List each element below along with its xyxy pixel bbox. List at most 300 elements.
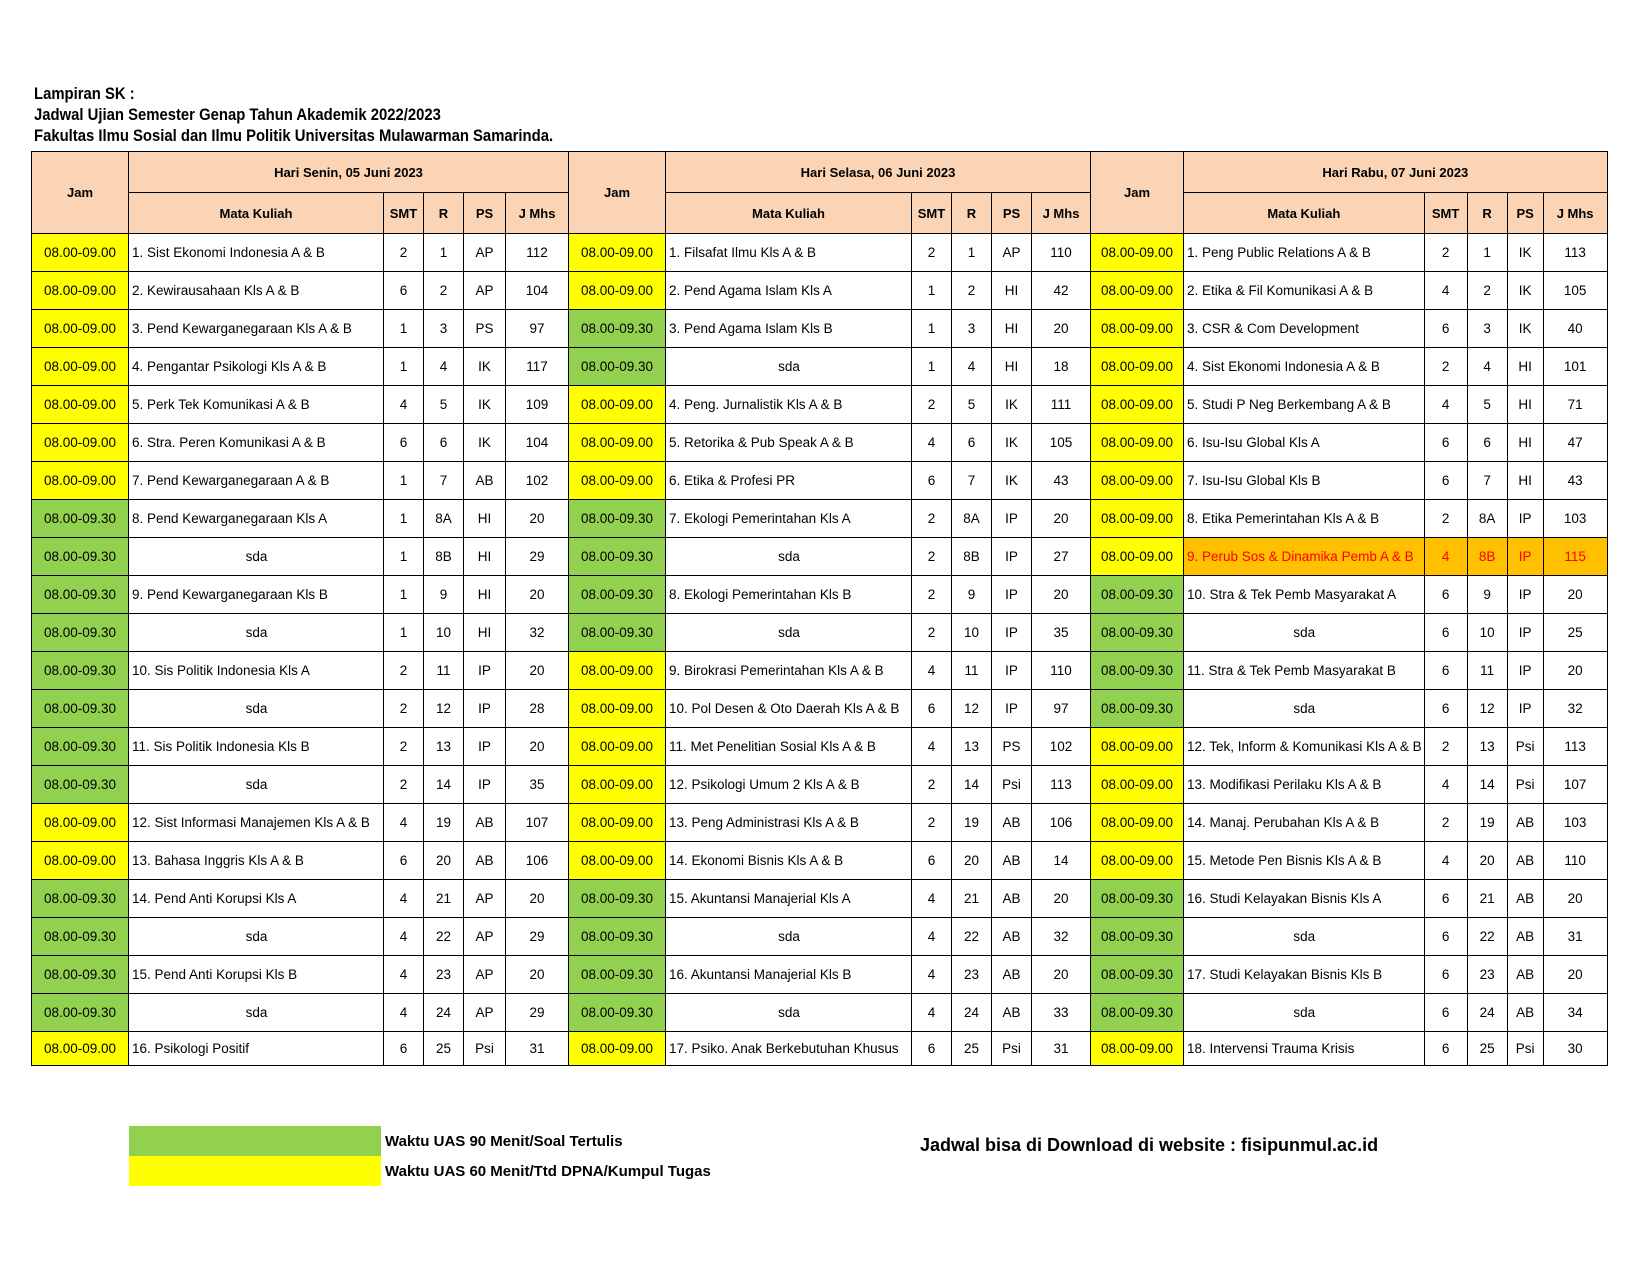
mata-kuliah-cell: sda <box>666 538 912 576</box>
column-header-row <box>32 193 1608 234</box>
smt-cell: 4 <box>384 386 424 424</box>
smt-cell: 6 <box>384 1032 424 1066</box>
mata-kuliah-cell: 9. Pend Kewarganegaraan Kls B <box>129 576 384 614</box>
jmhs-cell: 42 <box>1032 272 1091 310</box>
r-cell: 2 <box>952 272 992 310</box>
ps-cell: IP <box>992 538 1032 576</box>
mata-kuliah-cell: sda <box>666 614 912 652</box>
mata-kuliah-cell: 3. Pend Agama Islam Kls B <box>666 310 912 348</box>
jam-cell: 08.00-09.00 <box>569 652 666 690</box>
ps-cell: Psi <box>1507 1032 1543 1066</box>
mata-kuliah-cell: 13. Modifikasi Perilaku Kls A & B <box>1184 766 1425 804</box>
header-line-1: Lampiran SK : <box>34 85 135 103</box>
ps-cell: AB <box>992 842 1032 880</box>
ps-cell: AB <box>992 804 1032 842</box>
smt-cell: 1 <box>912 310 952 348</box>
jam-cell: 08.00-09.00 <box>1091 766 1184 804</box>
mata-kuliah-cell: 16. Akuntansi Manajerial Kls B <box>666 956 912 994</box>
mata-kuliah-cell: 10. Sis Politik Indonesia Kls A <box>129 652 384 690</box>
r-cell: 20 <box>952 842 992 880</box>
jam-cell: 08.00-09.00 <box>569 842 666 880</box>
ps-header: PS <box>992 193 1032 234</box>
ps-cell: IP <box>464 728 506 766</box>
ps-cell: HI <box>464 500 506 538</box>
mata-kuliah-cell: 4. Peng. Jurnalistik Kls A & B <box>666 386 912 424</box>
table-row <box>32 652 1608 690</box>
r-cell: 8B <box>424 538 464 576</box>
smt-cell: 2 <box>912 386 952 424</box>
smt-cell: 6 <box>384 842 424 880</box>
ps-cell: IK <box>1507 272 1543 310</box>
jmhs-header: J Mhs <box>506 193 569 234</box>
ps-cell: IP <box>1507 500 1543 538</box>
mata-kuliah-cell: 15. Metode Pen Bisnis Kls A & B <box>1184 842 1425 880</box>
r-cell: 8A <box>952 500 992 538</box>
ps-cell: IK <box>1507 234 1543 272</box>
mata-kuliah-cell: 8. Etika Pemerintahan Kls A & B <box>1184 500 1425 538</box>
r-cell: 8A <box>1467 500 1507 538</box>
smt-cell: 6 <box>912 1032 952 1066</box>
jam-cell: 08.00-09.00 <box>1091 310 1184 348</box>
ps-cell: IP <box>1507 652 1543 690</box>
smt-cell: 6 <box>1424 310 1467 348</box>
jam-cell: 08.00-09.30 <box>1091 690 1184 728</box>
smt-cell: 2 <box>912 576 952 614</box>
ps-cell: Psi <box>992 1032 1032 1066</box>
ps-cell: HI <box>464 576 506 614</box>
jam-cell: 08.00-09.00 <box>569 1032 666 1066</box>
jmhs-cell: 18 <box>1032 348 1091 386</box>
jmhs-cell: 110 <box>1543 842 1607 880</box>
r-cell: 7 <box>1467 462 1507 500</box>
legend-label-yellow: Waktu UAS 60 Menit/Ttd DPNA/Kumpul Tugas <box>385 1162 711 1180</box>
jam-cell: 08.00-09.00 <box>32 462 129 500</box>
ps-cell: AP <box>992 234 1032 272</box>
download-note: Jadwal bisa di Download di website : fisipunmul.ac.id <box>920 1135 1379 1155</box>
smt-cell: 6 <box>912 462 952 500</box>
schedule-body <box>32 234 1608 1066</box>
r-cell: 3 <box>952 310 992 348</box>
ps-cell: AB <box>1507 842 1543 880</box>
smt-cell: 1 <box>384 462 424 500</box>
smt-cell: 4 <box>912 652 952 690</box>
jmhs-cell: 29 <box>506 994 569 1032</box>
ps-cell: AP <box>464 994 506 1032</box>
smt-cell: 1 <box>384 538 424 576</box>
ps-cell: IP <box>992 652 1032 690</box>
jmhs-cell: 20 <box>1543 652 1607 690</box>
legend <box>129 1126 711 1186</box>
mata-kuliah-cell: sda <box>666 994 912 1032</box>
smt-cell: 2 <box>384 728 424 766</box>
ps-cell: IK <box>464 424 506 462</box>
mata-kuliah-cell: 12. Psikologi Umum 2 Kls A & B <box>666 766 912 804</box>
jam-cell: 08.00-09.30 <box>569 348 666 386</box>
r-cell: 11 <box>952 652 992 690</box>
mata-kuliah-cell: 14. Ekonomi Bisnis Kls A & B <box>666 842 912 880</box>
ps-cell: PS <box>992 728 1032 766</box>
r-cell: 21 <box>1467 880 1507 918</box>
r-cell: 22 <box>424 918 464 956</box>
jam-cell: 08.00-09.00 <box>1091 386 1184 424</box>
mata-kuliah-cell: 18. Intervensi Trauma Krisis <box>1184 1032 1425 1066</box>
jam-cell: 08.00-09.00 <box>1091 424 1184 462</box>
smt-cell: 4 <box>912 728 952 766</box>
ps-cell: HI <box>992 348 1032 386</box>
jmhs-cell: 103 <box>1543 500 1607 538</box>
ps-cell: AB <box>992 880 1032 918</box>
mata-kuliah-cell: 3. Pend Kewarganegaraan Kls A & B <box>129 310 384 348</box>
r-cell: 21 <box>952 880 992 918</box>
ps-cell: IP <box>464 766 506 804</box>
jmhs-cell: 113 <box>1032 766 1091 804</box>
mata-kuliah-cell: 9. Birokrasi Pemerintahan Kls A & B <box>666 652 912 690</box>
jam-cell: 08.00-09.30 <box>32 500 129 538</box>
r-cell: 7 <box>952 462 992 500</box>
jmhs-cell: 28 <box>506 690 569 728</box>
r-cell: 21 <box>424 880 464 918</box>
r-cell: 23 <box>424 956 464 994</box>
jam-cell: 08.00-09.30 <box>569 918 666 956</box>
smt-cell: 2 <box>384 766 424 804</box>
jam-cell: 08.00-09.00 <box>1091 234 1184 272</box>
jam-cell: 08.00-09.00 <box>569 690 666 728</box>
r-cell: 12 <box>424 690 464 728</box>
ps-cell: AB <box>992 918 1032 956</box>
jmhs-cell: 31 <box>1543 918 1607 956</box>
smt-cell: 2 <box>912 538 952 576</box>
r-cell: 14 <box>424 766 464 804</box>
jmhs-cell: 20 <box>1032 310 1091 348</box>
jam-cell: 08.00-09.30 <box>1091 880 1184 918</box>
r-cell: 13 <box>424 728 464 766</box>
smt-cell: 1 <box>384 500 424 538</box>
ps-cell: IP <box>1507 614 1543 652</box>
ps-cell: IP <box>992 576 1032 614</box>
jam-cell: 08.00-09.30 <box>1091 576 1184 614</box>
day-header-row <box>32 152 1608 193</box>
table-row <box>32 424 1608 462</box>
smt-cell: 4 <box>384 956 424 994</box>
ps-cell: AB <box>1507 994 1543 1032</box>
ps-cell: AP <box>464 956 506 994</box>
smt-cell: 6 <box>1424 956 1467 994</box>
mata-kuliah-cell: 3. CSR & Com Development <box>1184 310 1425 348</box>
jam-cell: 08.00-09.00 <box>1091 842 1184 880</box>
jmhs-cell: 29 <box>506 918 569 956</box>
ps-cell: IP <box>992 500 1032 538</box>
mata-kuliah-cell: sda <box>1184 994 1425 1032</box>
jmhs-cell: 43 <box>1543 462 1607 500</box>
jmhs-cell: 14 <box>1032 842 1091 880</box>
ps-cell: IP <box>464 652 506 690</box>
smt-cell: 6 <box>384 424 424 462</box>
r-cell: 10 <box>424 614 464 652</box>
jmhs-cell: 104 <box>506 272 569 310</box>
jam-cell: 08.00-09.00 <box>32 272 129 310</box>
ps-cell: IK <box>464 386 506 424</box>
jmhs-cell: 34 <box>1543 994 1607 1032</box>
jmhs-cell: 47 <box>1543 424 1607 462</box>
r-cell: 14 <box>1467 766 1507 804</box>
legend-swatch-yellow <box>129 1156 381 1186</box>
jmhs-header: J Mhs <box>1032 193 1091 234</box>
ps-cell: IK <box>992 386 1032 424</box>
jam-cell: 08.00-09.30 <box>569 880 666 918</box>
ps-cell: IK <box>992 424 1032 462</box>
r-cell: 11 <box>424 652 464 690</box>
smt-cell: 4 <box>1424 386 1467 424</box>
jam-cell: 08.00-09.00 <box>569 804 666 842</box>
r-cell: 4 <box>1467 348 1507 386</box>
jam-cell: 08.00-09.00 <box>32 310 129 348</box>
r-cell: 10 <box>1467 614 1507 652</box>
smt-cell: 6 <box>1424 462 1467 500</box>
smt-cell: 6 <box>1424 880 1467 918</box>
r-cell: 3 <box>424 310 464 348</box>
jmhs-cell: 32 <box>506 614 569 652</box>
table-row <box>32 728 1608 766</box>
jmhs-cell: 25 <box>1543 614 1607 652</box>
r-cell: 8B <box>952 538 992 576</box>
jam-cell: 08.00-09.30 <box>569 538 666 576</box>
table-row <box>32 1032 1608 1066</box>
jam-cell: 08.00-09.30 <box>32 652 129 690</box>
table-row <box>32 994 1608 1032</box>
r-cell: 6 <box>424 424 464 462</box>
r-cell: 8A <box>424 500 464 538</box>
jmhs-cell: 33 <box>1032 994 1091 1032</box>
jam-cell: 08.00-09.00 <box>1091 272 1184 310</box>
jmhs-cell: 117 <box>506 348 569 386</box>
smt-cell: 4 <box>384 804 424 842</box>
jam-header: Jam <box>32 152 129 234</box>
table-row <box>32 272 1608 310</box>
r-cell: 25 <box>952 1032 992 1066</box>
legend-label-green: Waktu UAS 90 Menit/Soal Tertulis <box>385 1132 623 1150</box>
smt-cell: 6 <box>1424 614 1467 652</box>
ps-cell: AB <box>464 462 506 500</box>
table-row <box>32 386 1608 424</box>
r-cell: 6 <box>1467 424 1507 462</box>
r-cell: 13 <box>952 728 992 766</box>
jmhs-cell: 103 <box>1543 804 1607 842</box>
ps-cell: IP <box>1507 576 1543 614</box>
jmhs-cell: 111 <box>1032 386 1091 424</box>
ps-cell: Psi <box>1507 728 1543 766</box>
ps-cell: IP <box>992 614 1032 652</box>
jam-cell: 08.00-09.00 <box>1091 462 1184 500</box>
mata-kuliah-cell: 11. Sis Politik Indonesia Kls B <box>129 728 384 766</box>
jmhs-cell: 97 <box>1032 690 1091 728</box>
r-cell: 23 <box>1467 956 1507 994</box>
table-row <box>32 690 1608 728</box>
table-row <box>32 918 1608 956</box>
r-cell: 23 <box>952 956 992 994</box>
r-cell: 1 <box>952 234 992 272</box>
smt-cell: 6 <box>1424 994 1467 1032</box>
jmhs-cell: 20 <box>1032 500 1091 538</box>
ps-cell: HI <box>464 614 506 652</box>
r-cell: 22 <box>1467 918 1507 956</box>
jmhs-cell: 20 <box>506 500 569 538</box>
ps-cell: AB <box>1507 956 1543 994</box>
jmhs-cell: 35 <box>506 766 569 804</box>
r-cell: 13 <box>1467 728 1507 766</box>
smt-cell: 1 <box>384 348 424 386</box>
ps-cell: HI <box>1507 424 1543 462</box>
ps-cell: AP <box>464 272 506 310</box>
mata-kuliah-cell: 15. Akuntansi Manajerial Kls A <box>666 880 912 918</box>
smt-cell: 6 <box>1424 690 1467 728</box>
mata-kuliah-cell: 6. Etika & Profesi PR <box>666 462 912 500</box>
mata-kuliah-cell: sda <box>129 994 384 1032</box>
smt-cell: 6 <box>1424 1032 1467 1066</box>
r-cell: 12 <box>1467 690 1507 728</box>
table-row <box>32 348 1608 386</box>
mata-kuliah-cell: sda <box>129 766 384 804</box>
jmhs-cell: 20 <box>506 956 569 994</box>
mata-kuliah-cell: 2. Kewirausahaan Kls A & B <box>129 272 384 310</box>
jmhs-cell: 109 <box>506 386 569 424</box>
r-cell: 24 <box>424 994 464 1032</box>
jam-cell: 08.00-09.30 <box>569 994 666 1032</box>
ps-cell: HI <box>464 538 506 576</box>
table-row <box>32 462 1608 500</box>
r-cell: 10 <box>952 614 992 652</box>
jam-cell: 08.00-09.30 <box>1091 918 1184 956</box>
jmhs-cell: 20 <box>506 728 569 766</box>
smt-cell: 4 <box>384 880 424 918</box>
r-cell: 1 <box>1467 234 1507 272</box>
r-cell: 9 <box>952 576 992 614</box>
jam-cell: 08.00-09.30 <box>1091 994 1184 1032</box>
jam-cell: 08.00-09.30 <box>569 956 666 994</box>
r-cell: 2 <box>424 272 464 310</box>
mata-kuliah-cell: 13. Peng Administrasi Kls A & B <box>666 804 912 842</box>
r-cell: 24 <box>952 994 992 1032</box>
ps-cell: AB <box>992 956 1032 994</box>
jam-cell: 08.00-09.30 <box>569 576 666 614</box>
smt-header: SMT <box>912 193 952 234</box>
jmhs-cell: 20 <box>1543 880 1607 918</box>
mata-kuliah-cell: 5. Retorika & Pub Speak A & B <box>666 424 912 462</box>
table-row <box>32 804 1608 842</box>
smt-cell: 4 <box>384 994 424 1032</box>
mata-kuliah-cell: sda <box>129 614 384 652</box>
smt-cell: 1 <box>384 576 424 614</box>
jmhs-cell: 30 <box>1543 1032 1607 1066</box>
jam-cell: 08.00-09.30 <box>32 576 129 614</box>
mata-kuliah-header: Mata Kuliah <box>129 193 384 234</box>
smt-cell: 4 <box>1424 272 1467 310</box>
r-cell: 19 <box>952 804 992 842</box>
jam-cell: 08.00-09.00 <box>32 234 129 272</box>
smt-cell: 2 <box>1424 804 1467 842</box>
r-cell: 8B <box>1467 538 1507 576</box>
jmhs-cell: 32 <box>1032 918 1091 956</box>
r-cell: 12 <box>952 690 992 728</box>
mata-kuliah-cell: sda <box>1184 690 1425 728</box>
mata-kuliah-cell: 10. Pol Desen & Oto Daerah Kls A & B <box>666 690 912 728</box>
table-row <box>32 310 1608 348</box>
mata-kuliah-cell: sda <box>129 538 384 576</box>
r-cell: 22 <box>952 918 992 956</box>
jmhs-cell: 110 <box>1032 652 1091 690</box>
jam-cell: 08.00-09.30 <box>32 766 129 804</box>
jam-cell: 08.00-09.00 <box>569 234 666 272</box>
jmhs-cell: 32 <box>1543 690 1607 728</box>
ps-cell: HI <box>1507 462 1543 500</box>
jam-cell: 08.00-09.30 <box>1091 614 1184 652</box>
smt-cell: 2 <box>912 500 952 538</box>
jmhs-cell: 20 <box>1032 576 1091 614</box>
r-header: R <box>1467 193 1507 234</box>
ps-cell: AB <box>464 842 506 880</box>
jmhs-cell: 20 <box>506 576 569 614</box>
jmhs-cell: 113 <box>1543 234 1607 272</box>
r-cell: 20 <box>424 842 464 880</box>
smt-cell: 6 <box>384 272 424 310</box>
mata-kuliah-cell: 10. Stra & Tek Pemb Masyarakat A <box>1184 576 1425 614</box>
jmhs-cell: 20 <box>1032 880 1091 918</box>
jam-cell: 08.00-09.00 <box>32 842 129 880</box>
day-label-wednesday: Hari Rabu, 07 Juni 2023 <box>1184 152 1608 193</box>
smt-cell: 2 <box>384 652 424 690</box>
mata-kuliah-cell: 13. Bahasa Inggris Kls A & B <box>129 842 384 880</box>
jmhs-cell: 29 <box>506 538 569 576</box>
r-cell: 2 <box>1467 272 1507 310</box>
jam-cell: 08.00-09.00 <box>1091 728 1184 766</box>
smt-cell: 4 <box>1424 766 1467 804</box>
jam-cell: 08.00-09.00 <box>569 386 666 424</box>
jam-cell: 08.00-09.30 <box>32 614 129 652</box>
r-cell: 4 <box>424 348 464 386</box>
mata-kuliah-cell: 11. Met Penelitian Sosial Kls A & B <box>666 728 912 766</box>
mata-kuliah-header: Mata Kuliah <box>1184 193 1425 234</box>
jam-cell: 08.00-09.30 <box>1091 652 1184 690</box>
mata-kuliah-cell: 11. Stra & Tek Pemb Masyarakat B <box>1184 652 1425 690</box>
smt-cell: 6 <box>1424 652 1467 690</box>
ps-cell: AP <box>464 234 506 272</box>
mata-kuliah-cell: 8. Pend Kewarganegaraan Kls A <box>129 500 384 538</box>
jam-cell: 08.00-09.00 <box>569 424 666 462</box>
mata-kuliah-cell: 6. Isu-Isu Global Kls A <box>1184 424 1425 462</box>
mata-kuliah-cell: sda <box>1184 918 1425 956</box>
r-cell: 5 <box>424 386 464 424</box>
jam-cell: 08.00-09.30 <box>32 956 129 994</box>
jam-cell: 08.00-09.00 <box>1091 348 1184 386</box>
smt-cell: 6 <box>912 842 952 880</box>
smt-cell: 1 <box>912 272 952 310</box>
r-cell: 24 <box>1467 994 1507 1032</box>
jmhs-cell: 43 <box>1032 462 1091 500</box>
mata-kuliah-cell: 17. Psiko. Anak Berkebutuhan Khusus <box>666 1032 912 1066</box>
jam-cell: 08.00-09.30 <box>569 310 666 348</box>
smt-cell: 2 <box>384 234 424 272</box>
r-cell: 19 <box>424 804 464 842</box>
jmhs-cell: 112 <box>506 234 569 272</box>
mata-kuliah-cell: 14. Pend Anti Korupsi Kls A <box>129 880 384 918</box>
day-label-monday: Hari Senin, 05 Juni 2023 <box>129 152 569 193</box>
smt-cell: 4 <box>912 956 952 994</box>
jmhs-cell: 97 <box>506 310 569 348</box>
jmhs-cell: 104 <box>506 424 569 462</box>
jmhs-cell: 115 <box>1543 538 1607 576</box>
r-cell: 3 <box>1467 310 1507 348</box>
table-row <box>32 538 1608 576</box>
document-header <box>34 84 611 147</box>
